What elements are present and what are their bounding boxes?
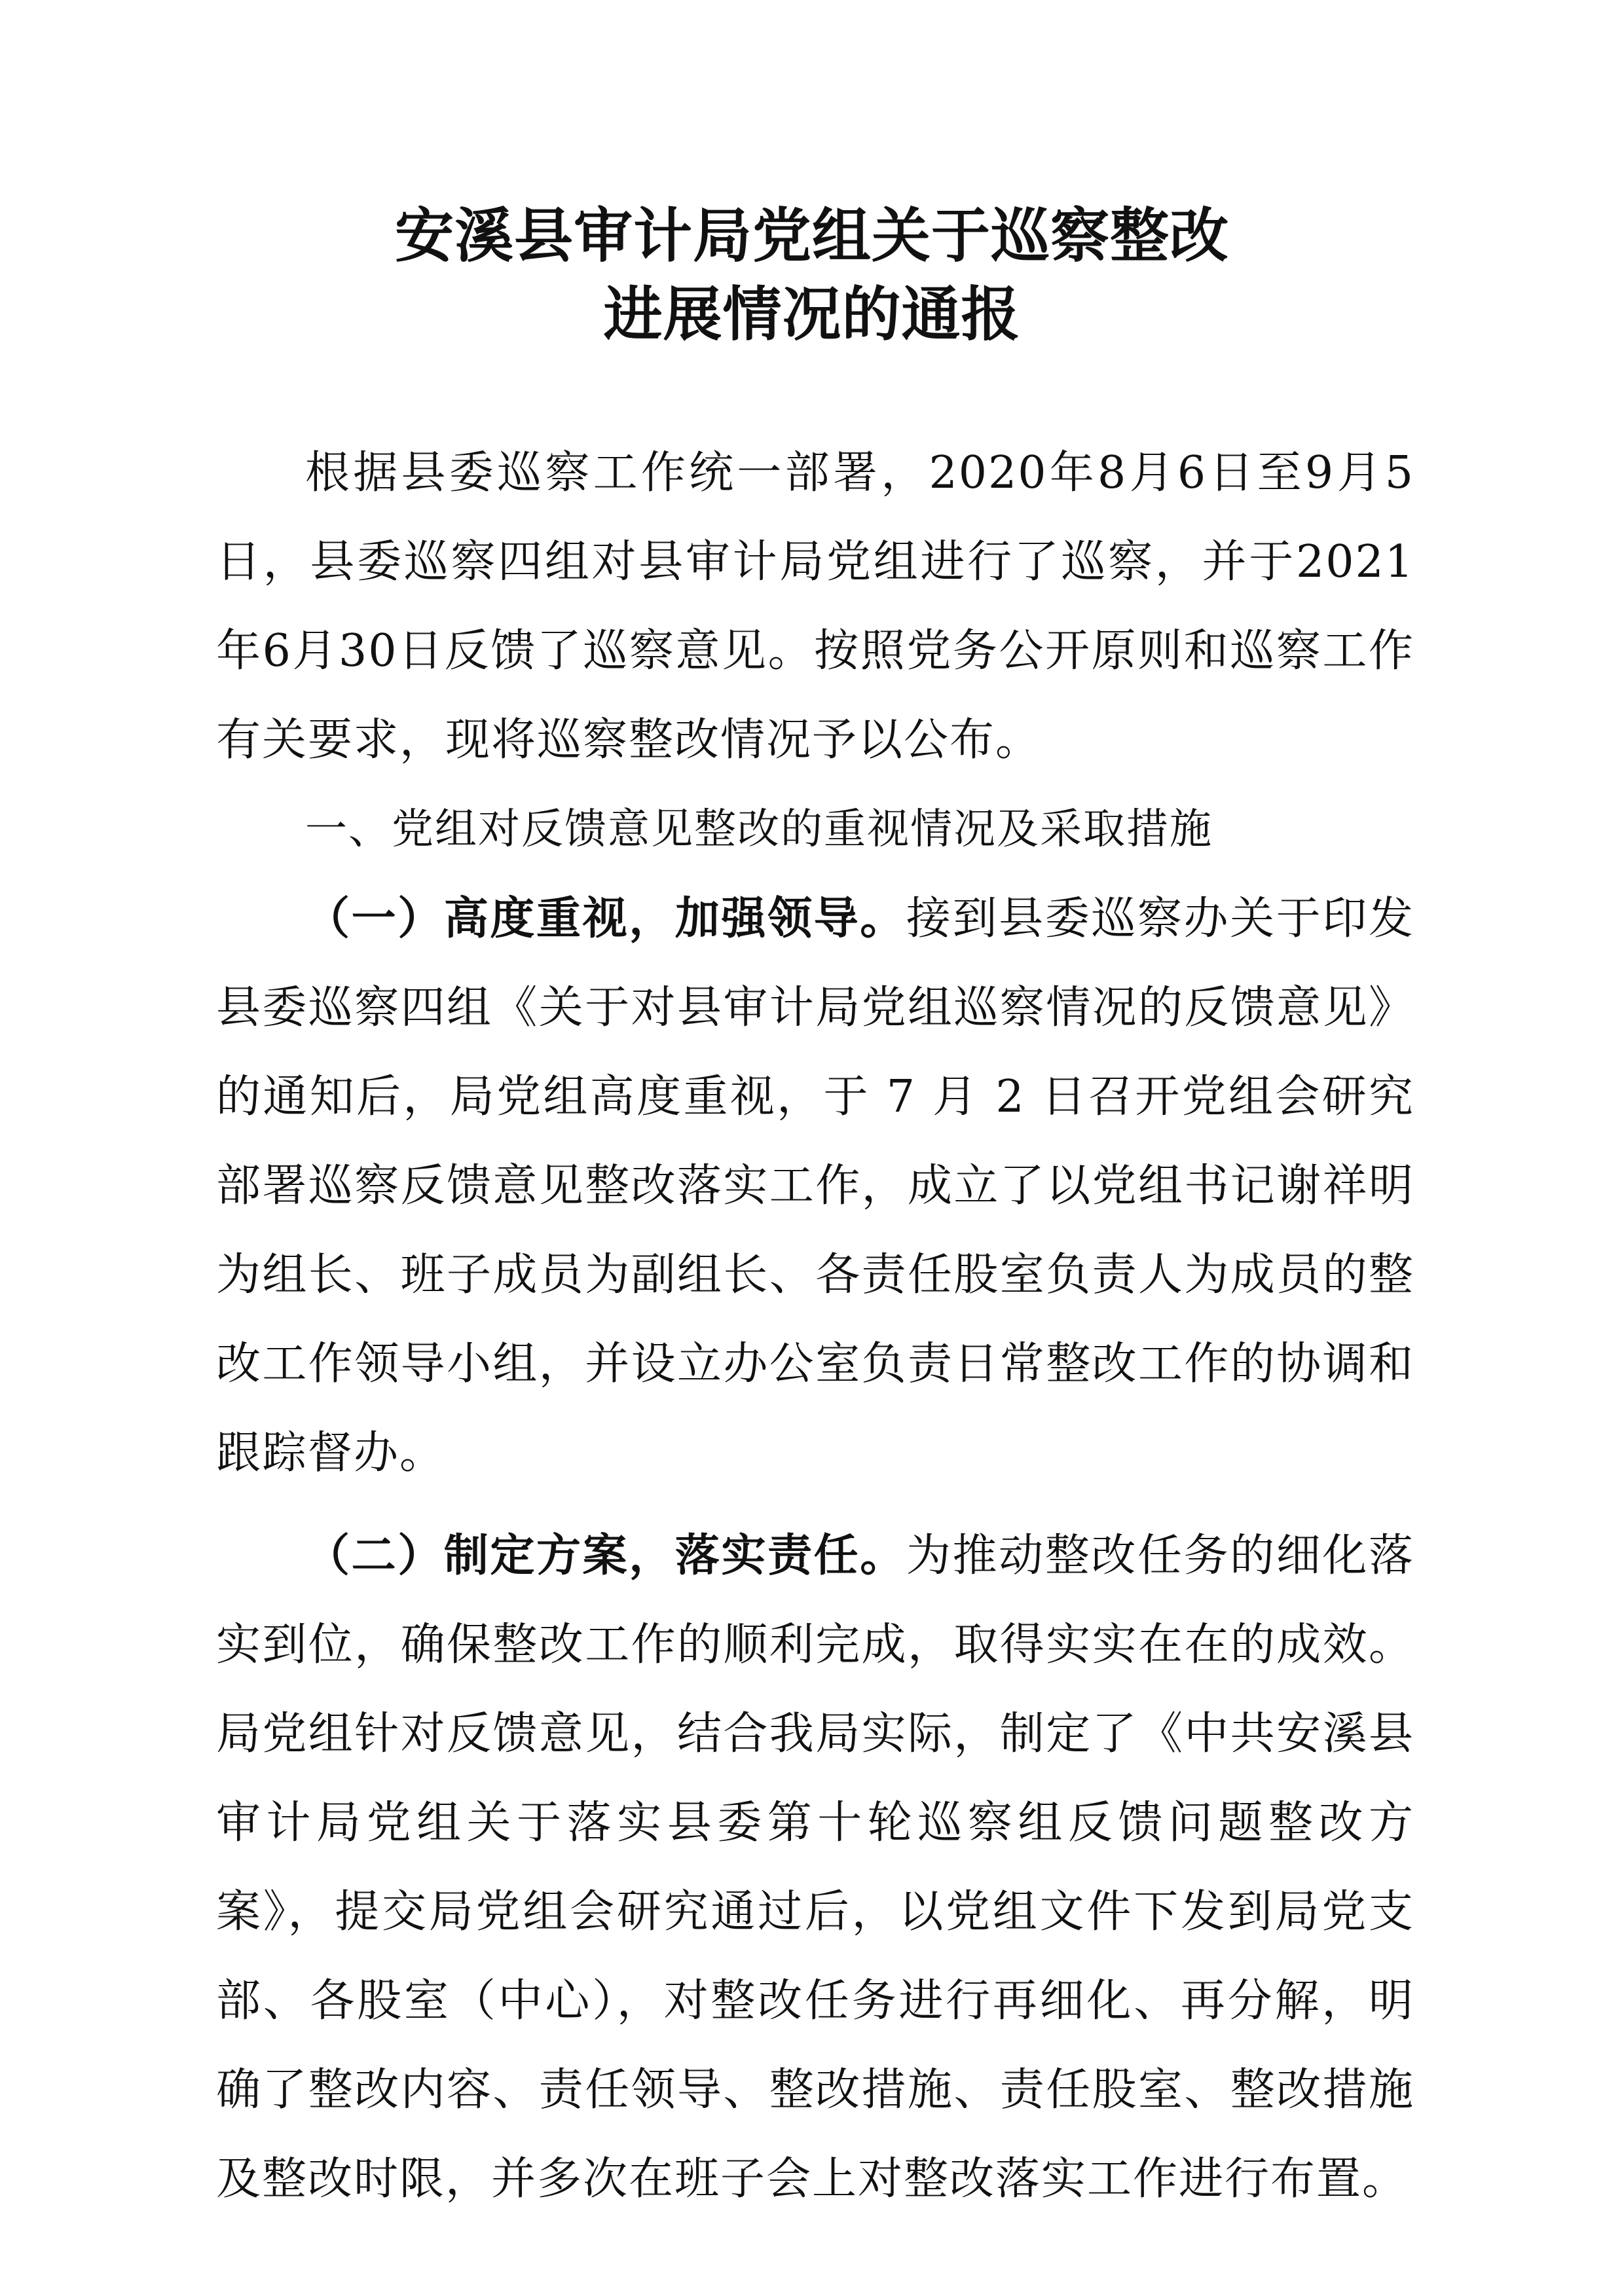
item-2-text: 为推动整改任务的细化落实到位，确保整改工作的顺利完成，取得实实在在的成效。局党组针对反馈意见，结合我局实际，制定了《中共安溪县审计局党组关于落实县委第十轮巡察组反馈问题整改方案》，提交局党组会研究通过后，以党组文件下发到局党支部、各股室（中心），对整改任务进行再细化、再分解，明确了整改内容、责任领导、整改措施、责任股室、整改措施及整改时限，并多次在班子会上对整改落实工作进行布置。 — [216, 1530, 1414, 2205]
section-1-heading: 一、党组对反馈意见整改的重视情况及采取措施 — [305, 805, 1213, 854]
item-1-lead: （一）高度重视，加强领导。 — [305, 892, 906, 945]
item-2-lead: （二）制定方案，落实责任。 — [305, 1529, 906, 1582]
document-body — [216, 429, 1414, 2224]
item-1-paragraph — [216, 874, 1414, 1498]
document-title-line-2: 进展情况的通报 — [603, 280, 1021, 349]
item-2-paragraph — [216, 1511, 1414, 2224]
intro-paragraph: 根据县委巡察工作统一部署，2020年8月6日至9月5日，县委巡察四组对县审计局党组进行了巡察，并于2021年6月30日反馈了巡察意见。按照党务公开原则和巡察工作有关要求，现将巡察整改情况予以公布。 — [216, 447, 1414, 766]
document-title-line-1: 安溪县审计局党组关于巡察整改 — [395, 201, 1229, 270]
item-1-text: 接到县委巡察办关于印发县委巡察四组《关于对县审计局党组巡察情况的反馈意见》的通知后，局党组高度重视，于 7 月 2 日召开党组会研究部署巡察反馈意见整改落实工作，成立了以党组书记谢祥明为组长、班子成员为副组长、各责任股室负责人为成员的整改工作领导小组，并设立办公室负责日常整改工作的协调和跟踪督办。 — [216, 893, 1414, 1479]
